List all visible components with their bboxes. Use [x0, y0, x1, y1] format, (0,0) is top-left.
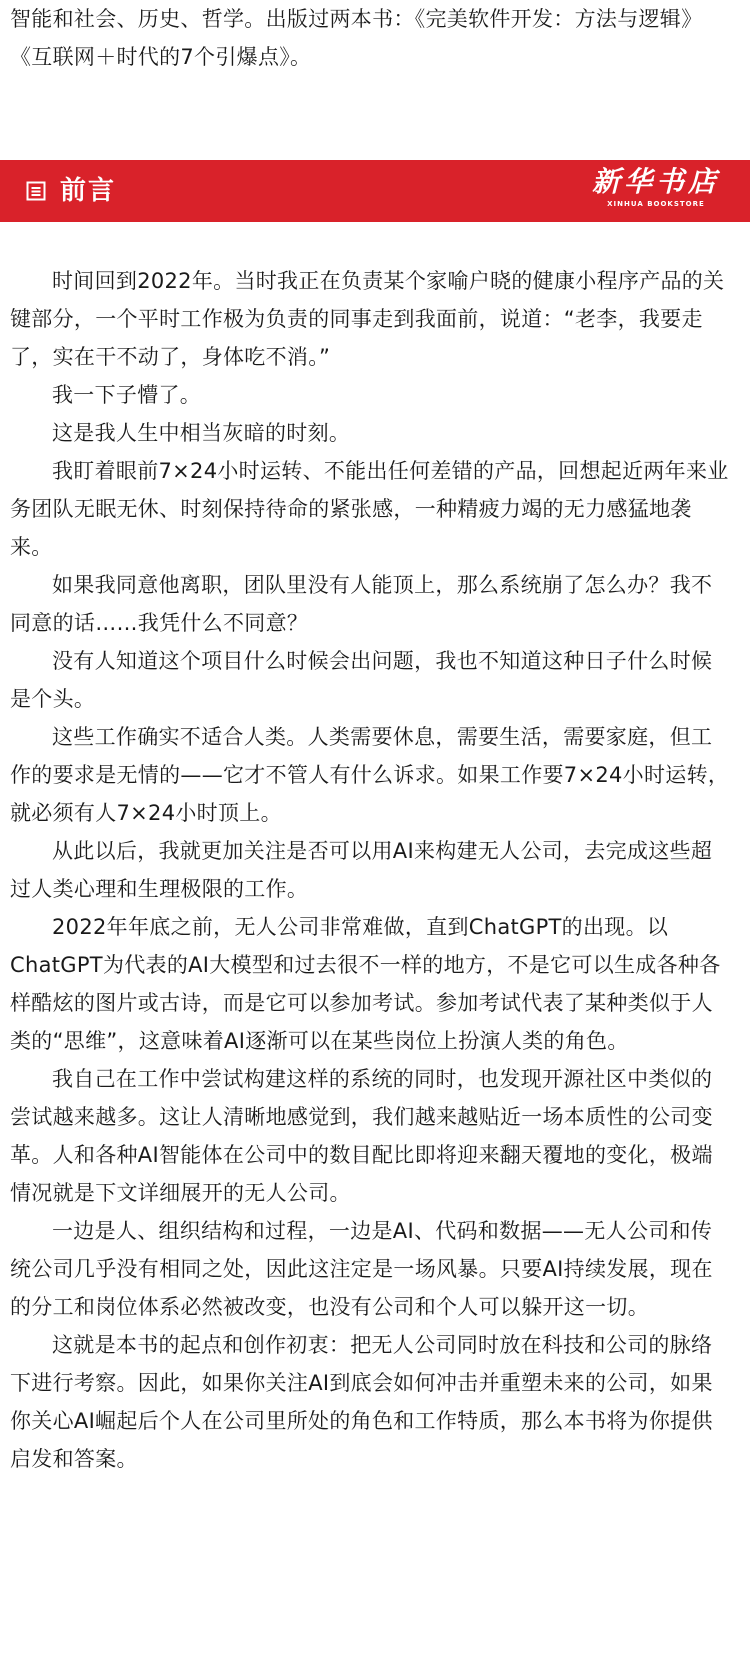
- author-bio-text: 智能和社会、历史、哲学。出版过两本书：《完美软件开发：方法与逻辑》《互联网＋时代的7个引爆点》。: [10, 7, 703, 69]
- preface-body: [10, 262, 732, 1478]
- paragraph: 如果我同意他离职，团队里没有人能顶上，那么系统崩了怎么办？我不同意的话……我凭什么不同意？: [10, 573, 713, 635]
- paragraph: 没有人知道这个项目什么时候会出问题，我也不知道这种日子什么时候是个头。: [10, 649, 713, 711]
- paragraph: 我自己在工作中尝试构建这样的系统的同时，也发现开源社区中类似的尝试越来越多。这让人清晰地感觉到，我们越来越贴近一场本质性的公司变革。人和各种AI智能体在公司中的数目配比即将迎来翻天覆地的变化，极端情况就是下文详细展开的无人公司。: [10, 1067, 713, 1205]
- paragraph: 时间回到2022年。当时我正在负责某个家喻户晓的健康小程序产品的关键部分，一个平时工作极为负责的同事走到我面前，说道：“老李，我要走了，实在干不动了，身体吃不消。”: [10, 269, 725, 369]
- brand-name: 新华书店: [591, 165, 720, 198]
- paragraph: 一边是人、组织结构和过程，一边是AI、代码和数据——无人公司和传统公司几乎没有相同之处，因此这注定是一场风暴。只要AI持续发展，现在的分工和岗位体系必然被改变，也没有公司和个人可以躲开这一切。: [10, 1219, 713, 1319]
- paragraph: 这是我人生中相当灰暗的时刻。: [52, 421, 351, 445]
- document-list-icon: [26, 181, 46, 201]
- paragraph: 2022年年底之前，无人公司非常难做，直到ChatGPT的出现。以ChatGPT为代表的AI大模型和过去很不一样的地方，不是它可以生成各种各样酷炫的图片或古诗，而是它可以参加考试。参加考试代表了某种类似于人类的“思维”，这意味着AI逐渐可以在某些岗位上扮演人类的角色。: [10, 915, 721, 1053]
- xinhua-bookstore-logo: [592, 165, 720, 209]
- paragraph: 这就是本书的起点和创作初衷：把无人公司同时放在科技和公司的脉络下进行考察。因此，如果你关注AI到底会如何冲击并重塑未来的公司，如果你关心AI崛起后个人在公司里所处的角色和工作特质，那么本书将为你提供启发和答案。: [10, 1333, 713, 1471]
- paragraph: 从此以后，我就更加关注是否可以用AI来构建无人公司，去完成这些超过人类心理和生理极限的工作。: [10, 839, 713, 901]
- paragraph: 这些工作确实不适合人类。人类需要休息，需要生活，需要家庭，但工作的要求是无情的——它才不管人有什么诉求。如果工作要7×24小时运转，就必须有人7×24小时顶上。: [10, 725, 730, 825]
- section-title: 前言: [60, 176, 117, 206]
- author-bio-tail: [10, 0, 710, 76]
- brand-english-name: XINHUA BOOKSTORE: [607, 200, 705, 208]
- paragraph: 我盯着眼前7×24小时运转、不能出任何差错的产品，回想起近两年来业务团队无眠无休、时刻保持待命的紧张感，一种精疲力竭的无力感猛地袭来。: [10, 459, 729, 559]
- paragraph: 我一下子懵了。: [52, 383, 202, 407]
- preface-section-header: [0, 160, 750, 222]
